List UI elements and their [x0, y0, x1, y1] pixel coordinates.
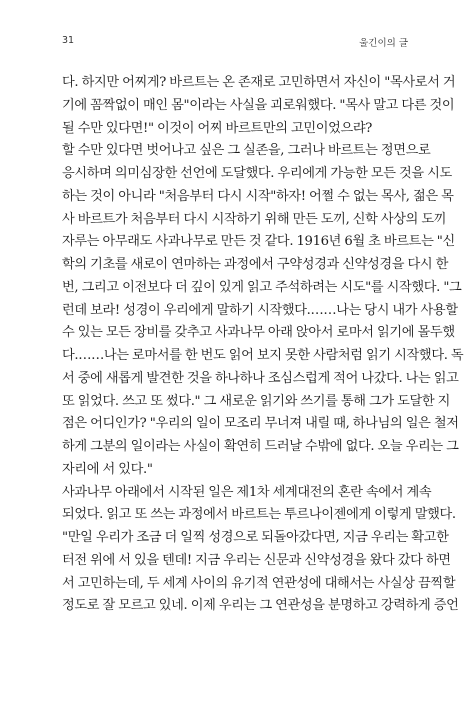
- paragraph: [62, 140, 464, 481]
- text-line: "만일 우리가 조금 더 일찍 성경으로 되돌아갔다면, 지금 우리는 확고한: [62, 530, 449, 545]
- text-line: 학의 기초를 새로이 연마하는 과정에서 구약성경과 신약성경을 다시 한: [62, 257, 449, 272]
- text-line: 정도로 잘 모르고 있네. 이제 우리는 그 연관성을 분명하고 강력하게 증언: [62, 598, 459, 614]
- body-text: [62, 72, 464, 618]
- text-line: 수 있는 모든 장비를 갖추고 사과나무 아래 앉아서 로마서 읽기에 몰두했: [62, 325, 455, 341]
- page-header: [62, 35, 408, 49]
- text-line: 될 수만 있다면!" 이것이 어찌 바르트만의 고민이었으랴?: [62, 120, 372, 136]
- text-line: 번, 그리고 이전보다 더 깊이 있게 읽고 주석하려는 시도"를 시작했다. "그: [62, 279, 462, 295]
- text-line: 점은 어디인가? "우리의 일이 모조리 무너져 내릴 때, 하나님의 일은 철저: [62, 416, 459, 432]
- text-line: 되었다. 읽고 또 쓰는 과정에서 바르트는 투르나이젠에게 이렇게 말했다.: [62, 507, 456, 523]
- text-line: 서 중에 새롭게 발견한 것을 하나하나 조심스럽게 적어 나갔다. 나는 읽고: [62, 370, 459, 386]
- text-line: 터전 위에 서 있을 텐데! 지금 우리는 신문과 신약성경을 왔다 갔다 하면: [62, 552, 451, 568]
- text-line: 사과나무 아래에서 시작된 일은 제1차 세계대전의 혼란 속에서 계속: [62, 484, 432, 500]
- text-line: 응시하며 의미심장한 선언에 도달했다. 우리에게 가능한 모든 것을 시도: [62, 166, 452, 181]
- text-line: 자리에 서 있다.": [62, 461, 153, 477]
- page-number: 31: [62, 35, 75, 46]
- text-line: 다. 하지만 어찌게? 바르트는 온 존재로 고민하면서 자신이 "목사로서 거: [62, 75, 456, 90]
- text-line: 사 바르트가 처음부터 다시 시작하기 위해 만든 도끼, 신학 사상의 도끼: [62, 211, 447, 227]
- paragraph: [62, 482, 459, 619]
- text-line: 또 읽었다. 쓰고 또 썼다." 그 새로운 읽기와 쓰기를 통해 그가 도달한 지: [62, 393, 451, 409]
- text-line: 다.……나는 로마서를 한 번도 읽어 보지 못한 사람처럼 읽기 시작했다. 독: [62, 348, 464, 363]
- text-line: 서 고민하는데, 두 세계 사이의 유기적 연관성에 대해서는 사실상 끔찍할: [62, 575, 456, 591]
- running-title: 울긴이의 글: [359, 38, 408, 49]
- text-line: 자루는 아무래도 사과나무로 만든 것 같다. 1916년 6월 초 바르트는 "신: [62, 234, 455, 250]
- paragraph: [62, 72, 456, 140]
- text-line: 런데 보라! 성경이 우리에게 말하기 시작했다.……나는 당시 내가 사용할: [62, 302, 458, 318]
- text-line: 하게 그분의 일이라는 사실이 확연히 드러날 수밖에 없다. 오늘 우리는 그: [62, 439, 459, 454]
- text-line: 기에 꼼짝없이 매인 몸"이라는 사실을 괴로워했다. "목사 말고 다른 것이: [62, 97, 455, 113]
- text-line: 할 수만 있다면 벗어나고 싶은 그 실존을, 그러나 바르트는 정면으로: [62, 143, 431, 159]
- text-line: 하는 것이 아니라 "처음부터 다시 시작"하자! 어쩔 수 없는 목사, 젊은 목: [62, 188, 454, 204]
